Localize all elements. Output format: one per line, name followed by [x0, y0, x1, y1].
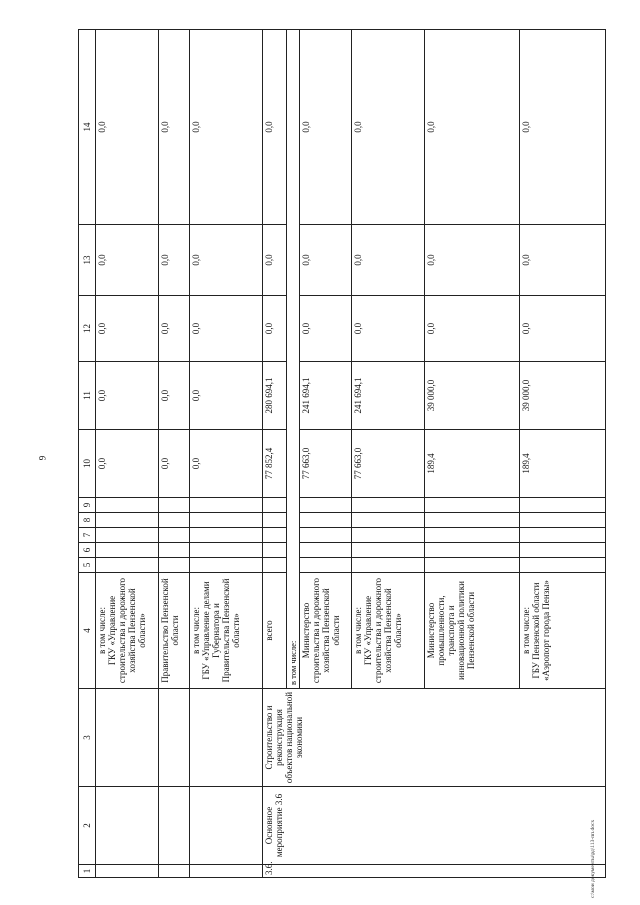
page-number: 9 [37, 455, 48, 461]
value-cell: 0,0 [520, 225, 606, 296]
value-cell: 0,0 [159, 30, 190, 225]
section-title: Основное мероприятие 3.6 [263, 787, 606, 865]
value-cell: 0,0 [159, 225, 190, 296]
value-cell: 0,0 [96, 430, 159, 498]
value-cell: 0,0 [425, 225, 520, 296]
value-cell: 0,0 [425, 30, 520, 225]
table-row [159, 30, 190, 878]
header-cell: 2 [79, 787, 96, 865]
value-cell: 0,0 [159, 362, 190, 430]
value-cell: 0,0 [190, 30, 263, 225]
footer-path: c:\мои документы\рд\113-пп.docx [590, 819, 596, 898]
value-cell: 0,0 [96, 225, 159, 296]
rotated-table-page [78, 30, 610, 878]
value-cell: 0,0 [96, 362, 159, 430]
value-cell: 0,0 [263, 30, 287, 225]
value-cell: 77 663,0 [352, 430, 425, 498]
value-cell: 0,0 [300, 296, 352, 362]
table-row [190, 30, 263, 878]
budget-table [78, 29, 606, 878]
recipient-cell: всего [263, 573, 287, 689]
value-cell: 241 694,1 [352, 362, 425, 430]
recipient-cell: в том числе: ГБУ Пензенской области «Аэропорт города Пензы» [520, 573, 606, 689]
value-cell: 0,0 [96, 30, 159, 225]
table-row [96, 30, 159, 878]
recipient-cell: Правительство Пензенской области [159, 573, 190, 689]
value-cell: 280 694,1 [263, 362, 287, 430]
value-cell: 0,0 [352, 296, 425, 362]
header-cell: 9 [79, 498, 96, 513]
recipient-cell: в том числе: ГКУ «Управление строительства и дорожного хозяйства Пензенской области» [96, 573, 159, 689]
value-cell: 0,0 [425, 296, 520, 362]
value-cell: 0,0 [263, 225, 287, 296]
header-cell: 13 [79, 225, 96, 296]
value-cell: 0,0 [190, 430, 263, 498]
value-cell: 0,0 [190, 362, 263, 430]
value-cell: 39 000,0 [520, 362, 606, 430]
value-cell: 39 000,0 [425, 362, 520, 430]
section-description: Строительство и реконструкция объектов национальной экономики [263, 689, 606, 787]
value-cell: 0,0 [352, 30, 425, 225]
value-cell: 0,0 [96, 296, 159, 362]
header-cell: 6 [79, 543, 96, 558]
value-cell: 0,0 [263, 296, 287, 362]
value-cell: 0,0 [352, 225, 425, 296]
value-cell: 189,4 [425, 430, 520, 498]
value-cell: 0,0 [159, 296, 190, 362]
header-cell: 12 [79, 296, 96, 362]
recipient-cell: в том числе: ГКУ «Управление строительства и дорожного хозяйства Пензенской области» [352, 573, 425, 689]
value-cell: 0,0 [159, 430, 190, 498]
header-cell: 7 [79, 528, 96, 543]
header-cell: 1 [79, 865, 96, 878]
header-cell: 14 [79, 30, 96, 225]
value-cell: 241 694,1 [300, 362, 352, 430]
value-cell: 0,0 [520, 30, 606, 225]
subtotal-label: в том числе: [287, 30, 300, 689]
header-cell: 3 [79, 689, 96, 787]
value-cell: 0,0 [300, 30, 352, 225]
value-cell: 0,0 [190, 296, 263, 362]
section-number: 3.6. [263, 865, 606, 878]
value-cell: 189,4 [520, 430, 606, 498]
value-cell: 0,0 [300, 225, 352, 296]
value-cell: 0,0 [190, 225, 263, 296]
value-cell: 0,0 [520, 296, 606, 362]
recipient-cell: в том числе: ГБУ «Управление делами Губернатора и Правительства Пензенской области» [190, 573, 263, 689]
value-cell: 77 852,4 [263, 430, 287, 498]
header-cell: 4 [79, 573, 96, 689]
header-cell: 5 [79, 558, 96, 573]
header-cell: 8 [79, 513, 96, 528]
header-cell: 10 [79, 430, 96, 498]
recipient-cell: Министерство промышленности, транспорта и инновационной политики Пензенской области [425, 573, 520, 689]
table-row [263, 30, 287, 878]
value-cell: 77 663,0 [300, 430, 352, 498]
header-cell: 11 [79, 362, 96, 430]
recipient-cell: Министерство строительства и дорожного хозяйства Пензенской области [300, 573, 352, 689]
header-row [79, 30, 96, 878]
